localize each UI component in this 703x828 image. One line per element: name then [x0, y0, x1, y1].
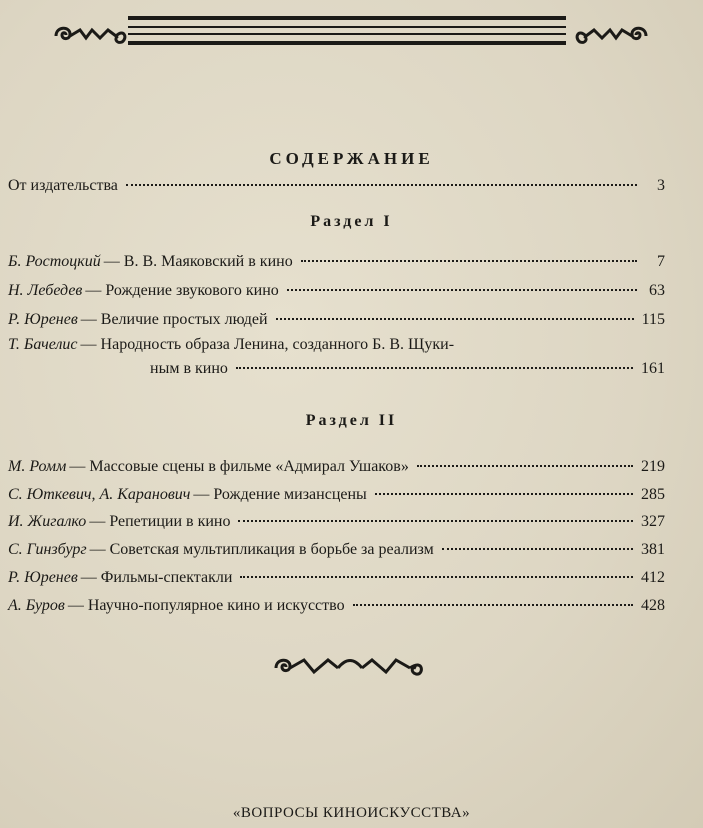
dash: —	[193, 486, 210, 503]
toc-entry-title: От издательства	[8, 177, 118, 194]
header-rule-mid2	[128, 33, 566, 35]
scroll-ornament-icon	[270, 650, 430, 684]
toc-page-number: 63	[649, 282, 665, 299]
toc-entry	[8, 455, 665, 479]
toc-author: М. Ромм	[8, 458, 67, 475]
header-rule-bottom	[128, 41, 566, 45]
toc-page-number: 115	[641, 311, 665, 328]
section-heading-2: Раздел II	[305, 412, 398, 429]
toc-author: Р. Юренев	[8, 311, 78, 328]
toc-entry	[8, 279, 665, 303]
toc-entry-title: Научно-популярное кино и искусство	[87, 597, 345, 614]
toc-entry-title: Массовые сцены в фильме «Адмирал Ушаков»	[89, 458, 409, 475]
leader-dots	[301, 260, 637, 262]
toc-author: И. Жигалко	[8, 513, 87, 530]
page-title: СОДЕРЖАНИЕ	[269, 149, 434, 168]
toc-entry-title: Репетиции в кино	[109, 513, 231, 530]
toc-entry	[8, 510, 665, 534]
leader-dots	[417, 465, 633, 467]
toc-page-number: 219	[641, 458, 665, 475]
leader-dots	[276, 318, 634, 320]
header-rule-top	[128, 16, 566, 20]
toc-entry	[8, 250, 665, 274]
toc-page-number: 3	[657, 177, 665, 194]
book-series-title: «ВОПРОСЫ КИНОИСКУССТВА»	[232, 805, 471, 821]
toc-entry-continuation	[150, 357, 665, 381]
dash: —	[67, 597, 84, 614]
toc-author: А. Буров	[8, 597, 65, 614]
toc-page-number: 381	[641, 541, 665, 558]
toc-author: С. Гинзбург	[8, 541, 87, 558]
toc-page-number: 285	[641, 486, 665, 503]
header-ornament	[0, 0, 703, 60]
toc-author: Б. Ростоцкий	[8, 253, 101, 270]
left-scroll-icon	[50, 16, 130, 56]
header-rule-mid	[128, 26, 566, 28]
toc-entry	[8, 483, 665, 507]
toc-entry-title: В. В. Маяковский в кино	[123, 253, 293, 270]
dash: —	[80, 311, 97, 328]
dash: —	[69, 458, 86, 475]
leader-dots	[238, 520, 633, 522]
toc-entry-title: Советская мультипликация в борьбе за реализм	[109, 541, 434, 558]
dash: —	[89, 513, 106, 530]
toc-entry	[8, 594, 665, 618]
dash: —	[80, 336, 97, 353]
toc-page-number: 161	[641, 360, 665, 377]
leader-dots	[287, 289, 637, 291]
section-heading-1: Раздел I	[310, 213, 393, 230]
right-scroll-icon	[572, 16, 652, 56]
toc-page-number: 412	[641, 569, 665, 586]
dash: —	[85, 282, 102, 299]
dash: —	[103, 253, 120, 270]
dash: —	[89, 541, 106, 558]
toc-page-number: 327	[641, 513, 665, 530]
toc-author: Р. Юренев	[8, 569, 78, 586]
toc-entry-title-cont: ным в кино	[150, 360, 228, 377]
toc-entry-title: Рождение звукового кино	[105, 282, 279, 299]
dash: —	[80, 569, 97, 586]
toc-entry-title: Народность образа Ленина, созданного Б. В. Щуки-	[100, 336, 455, 353]
toc-entry-intro	[8, 174, 665, 198]
leader-dots	[442, 548, 633, 550]
leader-dots	[126, 184, 637, 186]
toc-entry	[8, 333, 618, 357]
toc-author: Т. Бачелис	[8, 336, 78, 353]
toc-entry-title: Рождение мизансцены	[213, 486, 367, 503]
toc-author: С. Юткевич, А. Каранович	[8, 486, 191, 503]
leader-dots	[236, 367, 633, 369]
toc-page-number: 7	[657, 253, 665, 270]
leader-dots	[375, 493, 633, 495]
toc-page-number: 428	[641, 597, 665, 614]
toc-author: Н. Лебедев	[8, 282, 83, 299]
leader-dots	[353, 604, 633, 606]
toc-entry	[8, 566, 665, 590]
toc-entry-title: Фильмы-спектакли	[100, 569, 233, 586]
toc-entry-title: Величие простых людей	[100, 311, 268, 328]
leader-dots	[240, 576, 633, 578]
toc-entry	[8, 538, 665, 562]
toc-entry	[8, 308, 665, 332]
